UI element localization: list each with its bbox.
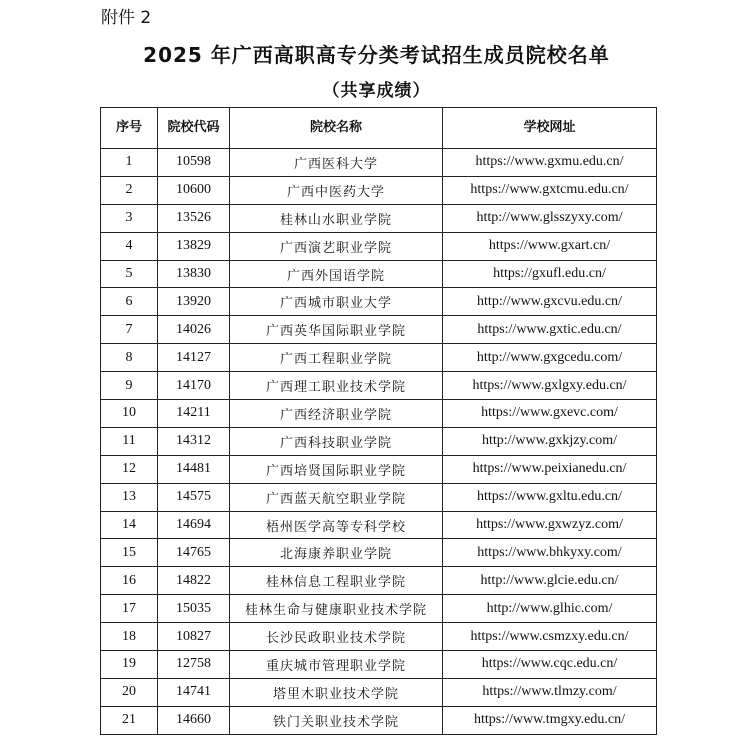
row-school-name: 广西外国语学院 bbox=[230, 260, 443, 288]
row-seq: 10 bbox=[101, 400, 158, 428]
row-school-name: 广西理工职业技术学院 bbox=[230, 372, 443, 400]
row-school-name: 广西演艺职业学院 bbox=[230, 232, 443, 260]
row-seq: 15 bbox=[101, 539, 158, 567]
row-code: 14026 bbox=[158, 316, 230, 344]
row-seq: 1 bbox=[101, 149, 158, 177]
table-row bbox=[101, 344, 657, 372]
row-code: 14481 bbox=[158, 455, 230, 483]
row-code: 14822 bbox=[158, 567, 230, 595]
row-code: 13920 bbox=[158, 288, 230, 316]
row-seq: 5 bbox=[101, 260, 158, 288]
header-seq: 序号 bbox=[101, 108, 158, 149]
row-school-url[interactable]: https://www.gxmu.edu.cn/ bbox=[443, 149, 657, 177]
table-row bbox=[101, 204, 657, 232]
row-seq: 2 bbox=[101, 176, 158, 204]
row-school-url[interactable]: https://www.gxlgxy.edu.cn/ bbox=[443, 372, 657, 400]
row-code: 13830 bbox=[158, 260, 230, 288]
row-seq: 16 bbox=[101, 567, 158, 595]
row-school-url[interactable]: https://www.gxwzyz.com/ bbox=[443, 511, 657, 539]
row-seq: 3 bbox=[101, 204, 158, 232]
row-seq: 17 bbox=[101, 595, 158, 623]
row-school-url[interactable]: https://www.peixianedu.cn/ bbox=[443, 455, 657, 483]
row-school-url[interactable]: https://www.cqc.edu.cn/ bbox=[443, 651, 657, 679]
row-code: 12758 bbox=[158, 651, 230, 679]
row-school-url[interactable]: http://www.gxgcedu.com/ bbox=[443, 344, 657, 372]
row-school-url[interactable]: http://www.gxkjzy.com/ bbox=[443, 427, 657, 455]
row-seq: 19 bbox=[101, 651, 158, 679]
table-row bbox=[101, 483, 657, 511]
table-row bbox=[101, 651, 657, 679]
institutions-table bbox=[100, 107, 657, 735]
table-row bbox=[101, 260, 657, 288]
row-code: 14575 bbox=[158, 483, 230, 511]
table-row bbox=[101, 455, 657, 483]
row-school-name: 桂林生命与健康职业技术学院 bbox=[230, 595, 443, 623]
row-school-name: 广西医科大学 bbox=[230, 149, 443, 177]
row-code: 14170 bbox=[158, 372, 230, 400]
row-school-url[interactable]: https://www.csmzxy.edu.cn/ bbox=[443, 623, 657, 651]
row-school-name: 北海康养职业学院 bbox=[230, 539, 443, 567]
row-code: 10827 bbox=[158, 623, 230, 651]
table-row bbox=[101, 288, 657, 316]
row-seq: 4 bbox=[101, 232, 158, 260]
row-seq: 14 bbox=[101, 511, 158, 539]
header-code: 院校代码 bbox=[158, 108, 230, 149]
table-row bbox=[101, 427, 657, 455]
row-school-url[interactable]: https://www.gxtcmu.edu.cn/ bbox=[443, 176, 657, 204]
row-seq: 21 bbox=[101, 706, 158, 734]
row-school-url[interactable]: https://www.gxtic.edu.cn/ bbox=[443, 316, 657, 344]
table-row bbox=[101, 567, 657, 595]
row-school-url[interactable]: https://www.gxltu.edu.cn/ bbox=[443, 483, 657, 511]
row-seq: 7 bbox=[101, 316, 158, 344]
row-school-name: 广西科技职业学院 bbox=[230, 427, 443, 455]
row-school-name: 广西城市职业大学 bbox=[230, 288, 443, 316]
table-row bbox=[101, 176, 657, 204]
row-code: 13829 bbox=[158, 232, 230, 260]
table-body bbox=[101, 149, 657, 735]
attachment-label: 附件 2 bbox=[101, 8, 152, 28]
document-subtitle: （共享成绩） bbox=[322, 81, 431, 101]
row-seq: 13 bbox=[101, 483, 158, 511]
header-url: 学校网址 bbox=[443, 108, 657, 149]
row-code: 15035 bbox=[158, 595, 230, 623]
row-school-name: 广西培贤国际职业学院 bbox=[230, 455, 443, 483]
row-school-url[interactable]: https://www.gxart.cn/ bbox=[443, 232, 657, 260]
table-row bbox=[101, 511, 657, 539]
row-seq: 6 bbox=[101, 288, 158, 316]
row-school-name: 梧州医学高等专科学校 bbox=[230, 511, 443, 539]
row-school-name: 广西工程职业学院 bbox=[230, 344, 443, 372]
header-name: 院校名称 bbox=[230, 108, 443, 149]
row-code: 14312 bbox=[158, 427, 230, 455]
row-code: 14660 bbox=[158, 706, 230, 734]
row-school-name: 广西蓝天航空职业学院 bbox=[230, 483, 443, 511]
table-row bbox=[101, 372, 657, 400]
row-school-name: 广西中医药大学 bbox=[230, 176, 443, 204]
row-seq: 18 bbox=[101, 623, 158, 651]
row-school-name: 广西英华国际职业学院 bbox=[230, 316, 443, 344]
row-school-name: 广西经济职业学院 bbox=[230, 400, 443, 428]
table-row bbox=[101, 678, 657, 706]
document-title: 2025 年广西高职高专分类考试招生成员院校名单 bbox=[143, 43, 610, 67]
row-seq: 11 bbox=[101, 427, 158, 455]
table-row bbox=[101, 149, 657, 177]
table-row bbox=[101, 232, 657, 260]
row-code: 14765 bbox=[158, 539, 230, 567]
row-school-url[interactable]: https://www.tlmzy.com/ bbox=[443, 678, 657, 706]
row-seq: 12 bbox=[101, 455, 158, 483]
row-seq: 8 bbox=[101, 344, 158, 372]
row-seq: 20 bbox=[101, 678, 158, 706]
table-row bbox=[101, 706, 657, 734]
row-school-name: 铁门关职业技术学院 bbox=[230, 706, 443, 734]
row-school-name: 塔里木职业技术学院 bbox=[230, 678, 443, 706]
row-school-name: 长沙民政职业技术学院 bbox=[230, 623, 443, 651]
row-school-url[interactable]: https://www.bhkyxy.com/ bbox=[443, 539, 657, 567]
row-school-url[interactable]: http://www.glhic.com/ bbox=[443, 595, 657, 623]
table-row bbox=[101, 595, 657, 623]
row-school-name: 重庆城市管理职业学院 bbox=[230, 651, 443, 679]
table-row bbox=[101, 623, 657, 651]
row-school-name: 桂林山水职业学院 bbox=[230, 204, 443, 232]
row-code: 14127 bbox=[158, 344, 230, 372]
row-school-url[interactable]: https://www.gxevc.com/ bbox=[443, 400, 657, 428]
row-code: 10598 bbox=[158, 149, 230, 177]
row-code: 14741 bbox=[158, 678, 230, 706]
row-school-url[interactable]: https://gxufl.edu.cn/ bbox=[443, 260, 657, 288]
table-header-row bbox=[101, 108, 657, 149]
table-row bbox=[101, 539, 657, 567]
row-school-url[interactable]: http://www.glsszyxy.com/ bbox=[443, 204, 657, 232]
row-code: 14694 bbox=[158, 511, 230, 539]
table-row bbox=[101, 400, 657, 428]
row-school-url[interactable]: https://www.tmgxy.edu.cn/ bbox=[443, 706, 657, 734]
row-code: 13526 bbox=[158, 204, 230, 232]
table-row bbox=[101, 316, 657, 344]
row-school-name: 桂林信息工程职业学院 bbox=[230, 567, 443, 595]
row-school-url[interactable]: http://www.glcie.edu.cn/ bbox=[443, 567, 657, 595]
row-seq: 9 bbox=[101, 372, 158, 400]
row-code: 14211 bbox=[158, 400, 230, 428]
row-school-url[interactable]: http://www.gxcvu.edu.cn/ bbox=[443, 288, 657, 316]
row-code: 10600 bbox=[158, 176, 230, 204]
